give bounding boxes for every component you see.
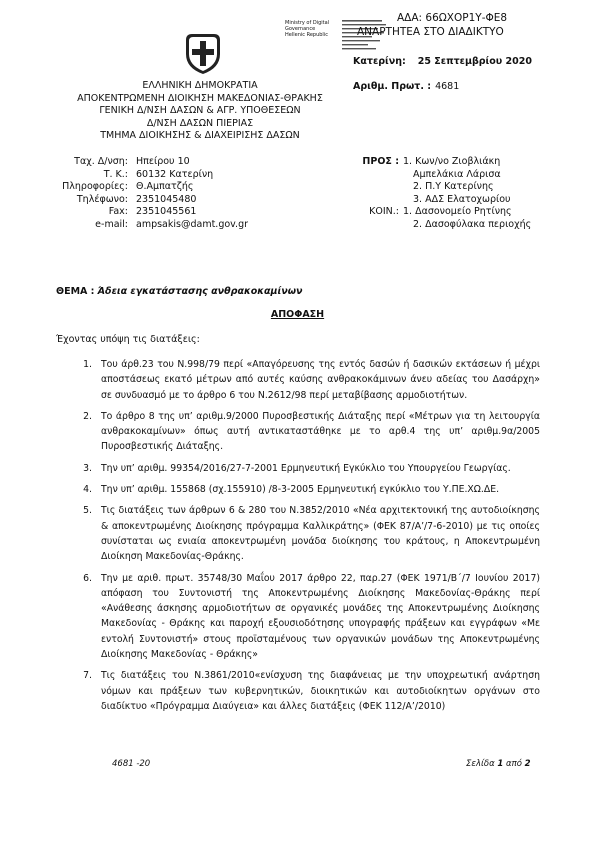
contact-row (40, 206, 248, 219)
subject-label: ΘΕΜΑ : (56, 286, 95, 297)
item-text: Τις διατάξεις του Ν.3861/2010«ενίσχυση της διαφάνειας με την υποχρεωτική ανάρτηση νόμων και πράξεων των κυβερνητικών, διοικητικών και αυτοδιοίκητων οργάνων στο διαδίκτυο «Πρόγραμμα Διαύγεια» και άλλες διατάξεις (ΦΕΚ 112/Α’/2010) (101, 670, 540, 712)
contact-value: 60132 Κατερίνη (136, 168, 214, 180)
recipient-lead (353, 194, 403, 207)
authority-line: ΑΠΟΚΕΝΤΡΩΜΕΝΗ ΔΙΟΙΚΗΣΗ ΜΑΚΕΔΟΝΙΑΣ-ΘΡΑΚΗΣ (77, 92, 323, 104)
signature-line: Hellenic Republic (285, 32, 328, 38)
page-sep: από (506, 759, 522, 769)
page-total: 2 (524, 759, 531, 769)
date-label: Κατερίνη: (353, 56, 406, 67)
recipient-text: 1. Κων/νο Ζιοβλιάκη (403, 156, 501, 167)
recipient-text: Αμπελάκια Λάρισα (413, 168, 501, 180)
contact-details (40, 156, 248, 232)
contact-row (40, 194, 248, 207)
list-item (56, 668, 540, 714)
item-number: 4. (83, 484, 92, 496)
intro-text: Έχοντας υπόψη τις διατάξεις: (56, 334, 200, 345)
list-item (56, 357, 540, 403)
recipient-text: 3. ΑΔΣ Ελατοχωρίου (413, 193, 511, 205)
recipient-row (353, 181, 531, 194)
document-date (353, 56, 532, 67)
contact-label: Ταχ. Δ/νση: (74, 156, 128, 167)
recipient-row (353, 194, 531, 207)
item-number: 3. (83, 462, 92, 474)
recipient-row (353, 219, 531, 232)
recipient-row (353, 169, 531, 182)
contact-label: e-mail: (95, 218, 128, 230)
provisions-list (56, 357, 540, 714)
recipient-row (353, 156, 531, 169)
contact-value: 2351045480 (136, 193, 197, 205)
contact-value: Θ.Αμπατζής (136, 181, 194, 193)
protocol-number (353, 81, 459, 92)
item-number: 6. (83, 572, 92, 584)
footer-doc-ref: 4681 -20 (112, 759, 151, 769)
list-item (56, 571, 540, 663)
issuing-authority (40, 80, 360, 143)
signature-line: Governance (285, 26, 316, 32)
authority-line: ΓΕΝΙΚΗ Δ/ΝΣΗ ΔΑΣΩΝ & ΑΓΡ. ΥΠΟΘΕΣΕΩΝ (99, 105, 301, 116)
contact-row (40, 156, 248, 169)
list-item (56, 503, 540, 564)
contact-label: Τηλέφωνο: (76, 193, 128, 205)
recipient-lead (353, 169, 403, 182)
recipient-lead: ΚΟΙΝ.: (369, 206, 399, 218)
protocol-label: Αριθμ. Πρωτ. : (353, 81, 432, 92)
item-number: 1. (83, 359, 92, 370)
contact-value: 2351045561 (136, 206, 197, 218)
contact-value: Ηπείρου 10 (136, 156, 190, 167)
item-number: 2. (83, 410, 92, 422)
item-text: Την υπ’ αριθμ. 155868 (σχ.155910) /8-3-2005 Ερμηνευτική εγκύκλιο του Υ.ΠΕ.ΧΩ.ΔΕ. (101, 484, 500, 496)
subject-line (56, 286, 305, 297)
item-number: 7. (83, 670, 92, 682)
item-text: Το άρθρο 8 της υπ’ αριθμ.9/2000 Πυροσβεστικής Διάταξης περί «Μέτρων για τη λειτουργία ανθρακοκαμίνων» όπως αυτή αντικαταστάθηκε με το αρθ.4 της υπ’ αριθμ.9α/2005 Πυροσβεστικής Διάταξης. (101, 410, 540, 453)
list-item (56, 461, 540, 476)
recipient-text: 2. Δασοφύλακα περιοχής (413, 218, 532, 230)
contact-email: ampsakis@damt.gov.gr (136, 218, 249, 230)
date-value: 25 Σεπτεμβρίου 2020 (417, 56, 532, 67)
protocol-value: 4681 (435, 81, 460, 92)
recipient-text: 2. Π.Υ Κατερίνης (413, 181, 494, 193)
authority-line: ΕΛΛΗΝΙΚΗ ΔΗΜΟΚΡΑΤΙΑ (142, 80, 258, 91)
contact-row (40, 181, 248, 194)
recipient-text: 1. Δασονομείο Ρητίνης (403, 206, 512, 218)
contact-label: Πληροφορίες: (62, 181, 128, 193)
item-number: 5. (83, 505, 92, 517)
recipients-block (353, 156, 531, 232)
authority-line: Δ/ΝΣΗ ΔΑΣΩΝ ΠΙΕΡΙΑΣ (146, 117, 254, 129)
recipient-row (353, 206, 531, 219)
recipient-lead (353, 219, 403, 232)
item-text: Του άρθ.23 του Ν.998/79 περί «Απαγόρευσης της εντός δασών ή δασικών εκτάσεων ή μέχρι αποστάσεως εκατό μέτρων από αυτές καύσης ανθρακοκάμινων άνευ αδείας του Δασάρχη» σε συνδυασμό με το άρθρο 6 του Ν.2612/98 περί μεταβίβασης αρμοδιοτήτων. (101, 359, 540, 401)
digital-signature-block (285, 20, 329, 38)
page-number (466, 759, 531, 769)
contact-row (40, 169, 248, 182)
greek-emblem-icon (182, 30, 224, 75)
subject-text: Άδεια εγκατάστασης ανθρακοκαμίνων (97, 286, 303, 297)
recipient-lead: ΠΡΟΣ : (362, 156, 399, 167)
ada-code: ΑΔΑ: 66ΩΧΟΡ1Υ-ΦΕ8 (397, 12, 508, 24)
signature-line: Ministry of Digital (285, 20, 330, 26)
authority-line: ΤΜΗΜΑ ΔΙΟΙΚΗΣΗΣ & ΔΙΑΧΕΙΡΙΣΗΣ ΔΑΣΩΝ (100, 130, 300, 141)
list-item (56, 409, 540, 455)
page-current: 1 (497, 759, 504, 769)
item-text: Τις διατάξεις των άρθρων 6 & 280 του Ν.3852/2010 «Νέα αρχιτεκτονική της αυτοδιοίκησης & αποκεντρωμένης Διοίκησης πρόγραμμα Καλλικράτης» (ΦΕΚ 87/Α’/7-6-2010) με τις οποίες συνίσταται ως ενιαία αποκεντρωμένη μονάδα διοίκησης του κράτους, η Αποκεντρωμένη Διοίκηση Μακεδονίας-Θράκης. (101, 505, 540, 563)
item-text: Την με αριθ. πρωτ. 35748/30 Μαΐου 2017 άρθρο 22, παρ.27 (ΦΕΚ 1971/Β΄/7 Ιουνίου 2017) απόφαση του Συντονιστή της Αποκεντρωμένης Διοίκησης Μακεδονίας-Θράκης περί «Ανάθεσης άσκησης αρμοδιοτήτων σε οργανικές μονάδες της Αποκεντρωμένης Διοίκησης Μακεδονίας - Θράκης και παροχή εξουσιοδότησης υπογραφής πράξεων και εγγράφων «Με εντολή Συντονιστή» στους προϊσταμένους των οργανικών μονάδων της Αποκεντρωμένης Διοίκησης Μακεδονίας - Θράκης» (101, 572, 540, 661)
page-label: Σελίδα (466, 759, 495, 769)
decision-title: ΑΠΟΦΑΣΗ (270, 309, 325, 320)
recipient-lead (353, 181, 403, 194)
posting-notice: ΑΝΑΡΤΗΤΕΑ ΣΤΟ ΔΙΑΔΙΚΤΥΟ (357, 26, 504, 38)
list-item (56, 482, 540, 497)
contact-label: Fax: (108, 206, 128, 218)
contact-label: Τ. Κ.: (103, 168, 128, 180)
item-text: Την υπ’ αριθμ. 99354/2016/27-7-2001 Ερμηνευτική Εγκύκλιο του Υπουργείου Γεωργίας. (101, 462, 511, 474)
contact-row (40, 219, 248, 232)
